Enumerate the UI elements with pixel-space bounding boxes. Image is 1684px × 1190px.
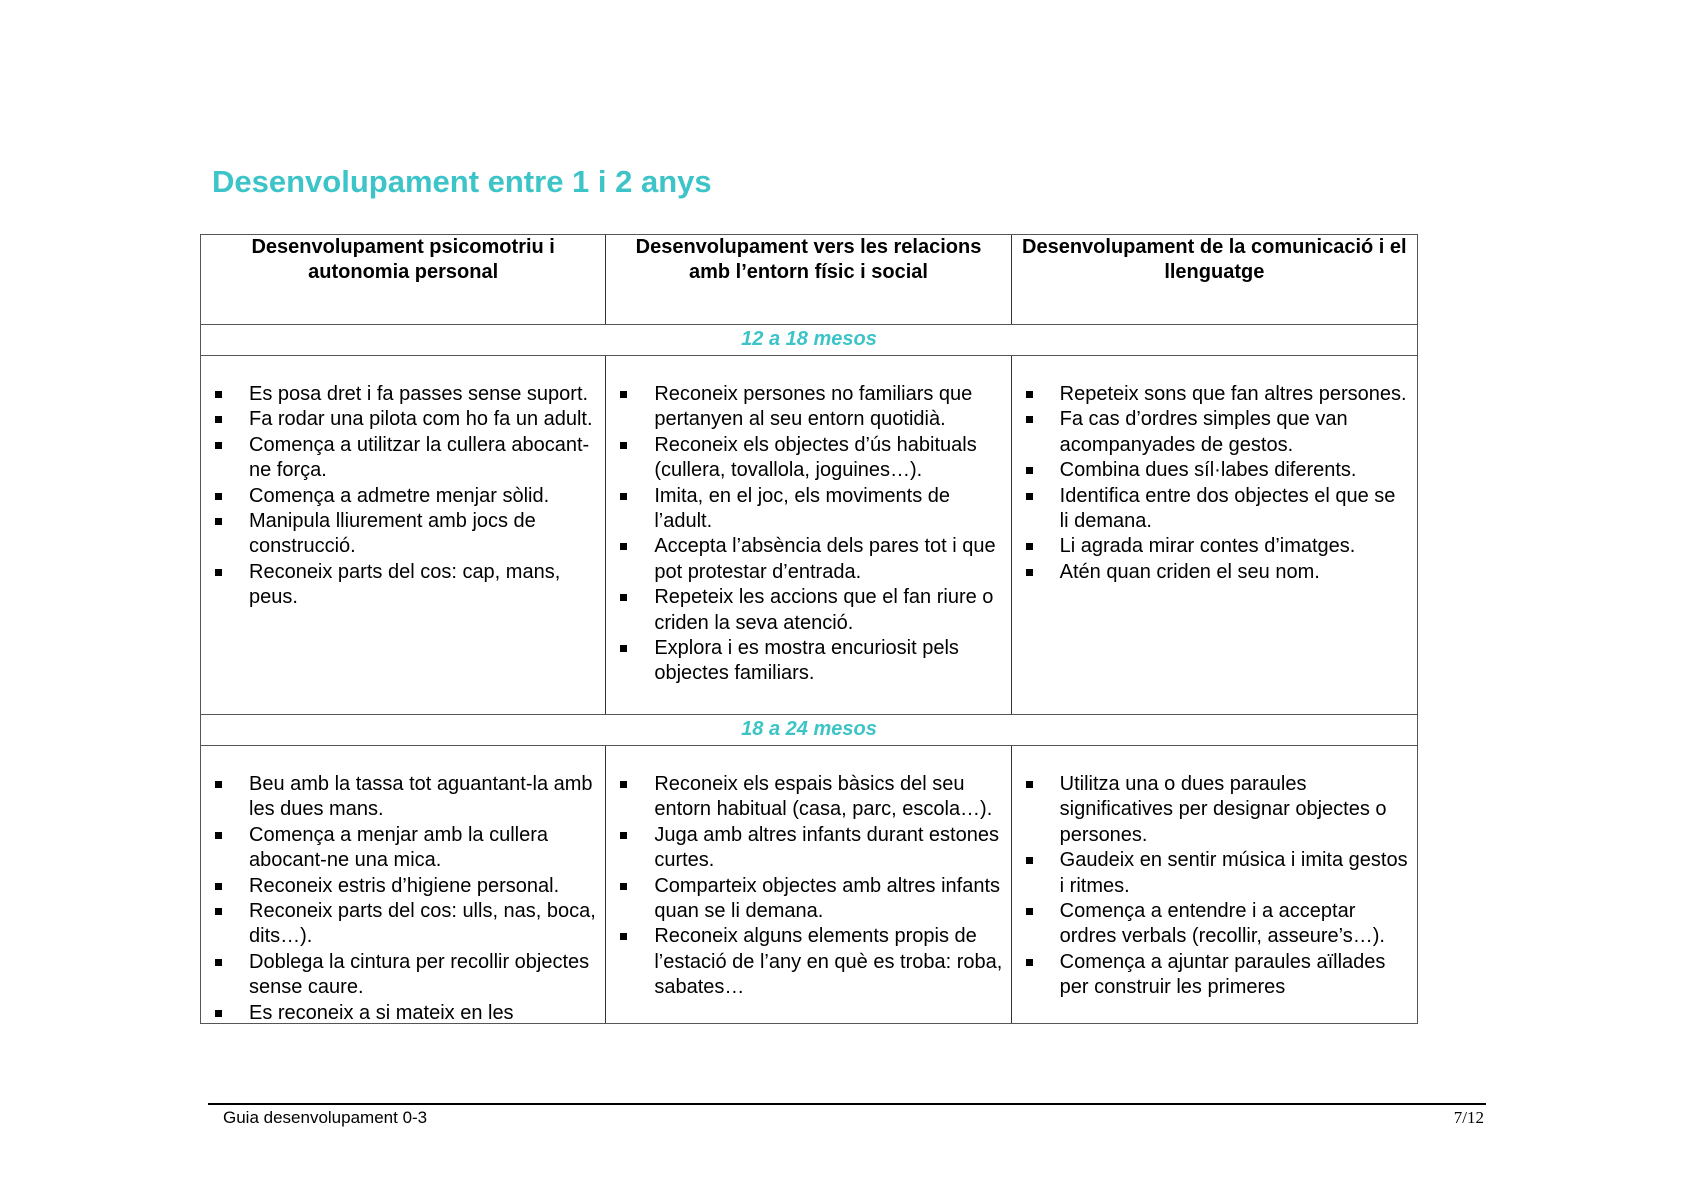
list-item-text: Combina dues síl·labes diferents.	[1059, 459, 1357, 482]
square-bullet-icon	[620, 391, 627, 398]
bullet-list	[618, 382, 1002, 687]
footer-title: Guia desenvolupament 0-3	[223, 1108, 428, 1127]
list-item	[213, 1001, 597, 1023]
list-item-text: Juga amb altres infants durant estones curtes.	[654, 823, 999, 872]
list-item	[213, 560, 597, 611]
square-bullet-icon	[215, 959, 222, 966]
list-item-text: Repeteix sons que fan altres persones.	[1059, 383, 1407, 405]
bullet-list	[213, 382, 597, 611]
square-bullet-icon	[1026, 857, 1033, 864]
list-item	[1024, 484, 1409, 535]
square-bullet-icon	[620, 832, 627, 839]
list-item	[213, 823, 597, 874]
list-item	[618, 636, 1002, 687]
square-bullet-icon	[215, 493, 222, 500]
list-item-text: Beu amb la tassa tot aguantant-la amb les dues mans.	[249, 773, 593, 821]
list-item-text: Reconeix els espais bàsics del seu entorn habitual (casa, parc, escola…).	[654, 773, 993, 821]
square-bullet-icon	[620, 442, 627, 449]
list-item-text: Es reconeix a si mateix en les	[249, 1001, 514, 1023]
list-item	[618, 484, 1002, 535]
table-row	[201, 746, 1417, 1023]
list-item-text: Manipula lliurement amb jocs de construcció.	[249, 510, 536, 558]
development-table	[200, 234, 1418, 1024]
bullet-list	[618, 772, 1002, 1001]
list-item-text: Li agrada mirar contes d’imatges.	[1059, 535, 1356, 558]
list-item	[1024, 950, 1409, 1001]
list-item	[618, 433, 1002, 484]
square-bullet-icon	[215, 832, 222, 839]
square-bullet-icon	[1026, 543, 1033, 550]
list-item	[213, 407, 597, 432]
list-item-text: Comença a entendre i a acceptar ordres verbals (recollir, asseure’s…).	[1059, 900, 1385, 948]
square-bullet-icon	[1026, 391, 1033, 398]
list-item-text: Atén quan criden el seu nom.	[1059, 560, 1320, 583]
list-item-text: Repeteix les accions que el fan riure o criden la seva atenció.	[654, 586, 994, 634]
page-title: Desenvolupament entre 1 i 2 anys	[212, 164, 712, 199]
list-item	[213, 772, 597, 823]
table-header-row	[201, 235, 1417, 325]
list-item	[1024, 458, 1409, 483]
list-item	[213, 950, 597, 1001]
footer-divider	[208, 1103, 1486, 1105]
table-cell	[201, 356, 606, 714]
list-item-text: Fa cas d’ordres simples que van acompanyades de gestos.	[1059, 408, 1348, 456]
square-bullet-icon	[215, 908, 222, 915]
square-bullet-icon	[620, 883, 627, 890]
table-cell	[201, 746, 606, 1023]
list-item-text: Doblega la cintura per recollir objectes sense caure.	[249, 950, 590, 999]
square-bullet-icon	[215, 781, 222, 788]
list-item-text: Reconeix parts del cos: ulls, nas, boca, dits…).	[249, 900, 596, 948]
list-item	[1024, 407, 1409, 458]
bullet-list	[1024, 772, 1409, 1001]
page-number: 7/12	[1453, 1108, 1484, 1127]
list-item	[213, 433, 597, 484]
list-item-text: Explora i es mostra encuriosit pels objectes familiars.	[654, 637, 959, 685]
section-label: 12 a 18 mesos	[201, 325, 1417, 356]
square-bullet-icon	[620, 645, 627, 652]
list-item-text: Reconeix persones no familiars que pertanyen al seu entorn quotidià.	[654, 383, 973, 431]
list-item-text: Gaudeix en sentir música i imita gestos i ritmes.	[1059, 849, 1408, 897]
list-item-text: Reconeix estris d’higiene personal.	[249, 874, 560, 897]
list-item-text: Comença a utilitzar la cullera abocant-ne força.	[249, 433, 590, 482]
list-item	[213, 874, 597, 899]
square-bullet-icon	[1026, 416, 1033, 423]
square-bullet-icon	[620, 933, 627, 940]
table-row	[201, 356, 1417, 715]
table-cell	[1012, 356, 1417, 714]
list-item	[1024, 560, 1409, 585]
list-item	[1024, 534, 1409, 559]
list-item	[213, 899, 597, 950]
list-item	[213, 509, 597, 560]
list-item	[618, 772, 1002, 823]
list-item-text: Fa rodar una pilota com ho fa un adult.	[249, 408, 593, 431]
bullet-list	[1024, 382, 1409, 585]
list-item	[618, 534, 1002, 585]
square-bullet-icon	[215, 1010, 222, 1017]
list-item	[618, 823, 1002, 874]
list-item	[618, 924, 1002, 1000]
list-item	[1024, 899, 1409, 950]
square-bullet-icon	[1026, 569, 1033, 576]
list-item	[618, 382, 1002, 433]
square-bullet-icon	[1026, 908, 1033, 915]
list-item-text: Comença a ajuntar paraules aïllades per construir les primeres	[1059, 950, 1386, 999]
list-item	[618, 585, 1002, 636]
square-bullet-icon	[1026, 959, 1033, 966]
list-item-text: Accepta l’absència dels pares tot i que pot protestar d’entrada.	[654, 535, 996, 583]
table-cell	[606, 356, 1011, 714]
table-cell	[1012, 746, 1417, 1023]
square-bullet-icon	[620, 781, 627, 788]
square-bullet-icon	[620, 493, 627, 500]
column-header: Desenvolupament de la comunicació i el llenguatge	[1022, 236, 1407, 283]
list-item	[213, 484, 597, 509]
square-bullet-icon	[215, 442, 222, 449]
list-item	[1024, 382, 1409, 407]
list-item	[618, 874, 1002, 925]
section-label: 18 a 24 mesos	[201, 715, 1417, 746]
list-item-text: Reconeix els objectes d’ús habituals (cullera, tovallola, joguines…).	[654, 433, 977, 482]
list-item-text: Imita, en el joc, els moviments de l’adult.	[654, 484, 951, 533]
square-bullet-icon	[620, 543, 627, 550]
square-bullet-icon	[215, 569, 222, 576]
square-bullet-icon	[1026, 493, 1033, 500]
square-bullet-icon	[215, 391, 222, 398]
list-item-text: Identifica entre dos objectes el que se li demana.	[1059, 484, 1396, 533]
list-item	[1024, 772, 1409, 848]
table-cell	[606, 746, 1011, 1023]
square-bullet-icon	[1026, 781, 1033, 788]
list-item	[213, 382, 597, 407]
list-item-text: Utilitza una o dues paraules significatives per designar objectes o persones.	[1059, 773, 1387, 846]
list-item-text: Reconeix parts del cos: cap, mans, peus.	[249, 560, 561, 609]
list-item-text: Comparteix objectes amb altres infants quan se li demana.	[654, 874, 1001, 923]
list-item-text: Comença a menjar amb la cullera abocant-ne una mica.	[249, 823, 549, 872]
bullet-list	[213, 772, 597, 1023]
square-bullet-icon	[1026, 467, 1033, 474]
square-bullet-icon	[215, 518, 222, 525]
list-item	[1024, 848, 1409, 899]
list-item-text: Es posa dret i fa passes sense suport.	[249, 383, 589, 405]
list-item-text: Reconeix alguns elements propis de l’estació de l’any en què es troba: roba, sabates…	[654, 925, 1003, 999]
square-bullet-icon	[215, 883, 222, 890]
list-item-text: Comença a admetre menjar sòlid.	[249, 484, 550, 507]
square-bullet-icon	[620, 594, 627, 601]
column-header: Desenvolupament vers les relacions amb l’entorn físic i social	[606, 235, 1011, 324]
square-bullet-icon	[215, 416, 222, 423]
column-header: Desenvolupament psicomotriu i autonomia personal	[201, 235, 606, 324]
